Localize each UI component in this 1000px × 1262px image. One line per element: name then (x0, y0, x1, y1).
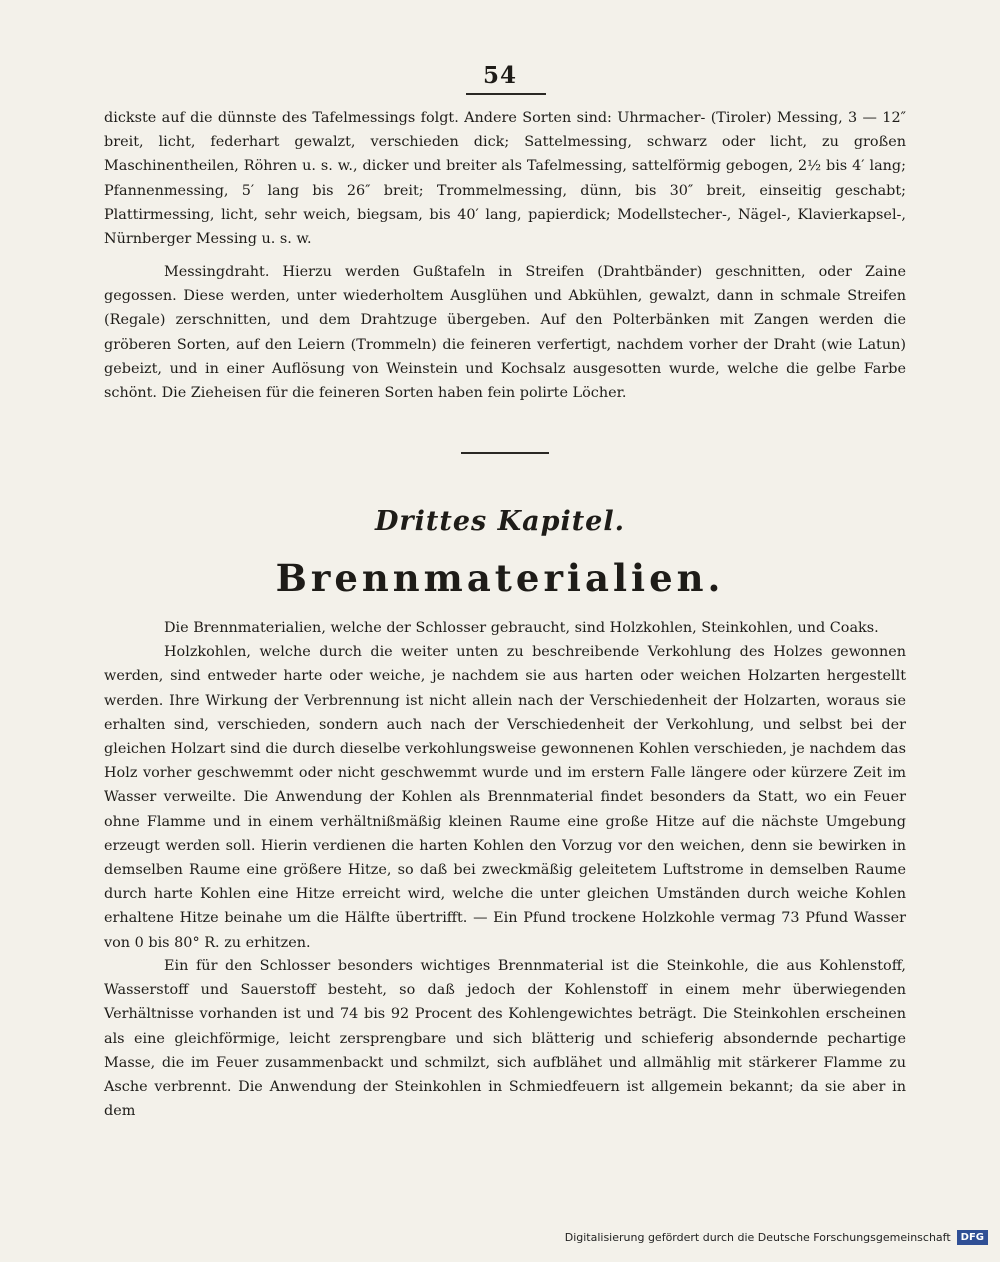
paragraph-fuel-intro: Die Brennmaterialien, welche der Schlosser gebraucht, sind Holzkohlen, Steinkohlen, und Coaks. (164, 620, 879, 636)
paragraph-brass-wire: Messingdraht. Hierzu werden Gußtafeln in Streifen (Drahtbänder) geschnitten, oder Zaine gegossen. Diese werden, unter wiederholtem Ausglühen und Abkühlen, gewalzt, dann in schmale Streifen (Regale) zerschnitten, und dem Drahtzuge übergeben. Auf den Polterbänken mit Zangen werden die gröberen Sorten, auf den Leiern (Trommeln) die feineren verfertigt, nachdem vorher der Draht (wie Latun) gebeizt, und in einer Auflösung von Weinstein und Kochsalz ausgesotten wurde, welche die gelbe Farbe schönt. Die Zieheisen für die feineren Sorten haben fein polirte Löcher. (104, 264, 906, 402)
paragraph-hard-coal: Ein für den Schlosser besonders wichtiges Brennmaterial ist die Steinkohle, die aus Kohlenstoff, Wasserstoff und Sauerstoff besteht, so daß jedoch der Kohlenstoff in einem mehr überwiegenden Verhältnisse vorhanden ist und 74 bis 92 Procent des Kohlengewichtes beträgt. Die Steinkohlen erscheinen als eine gleichförmige, leicht zersprengbare und sich blätterig und schieferig absondernde pechartige Masse, die im Feuer zusammenbackt und schmilzt, sich aufblähet und allmählig mit stärkerer Flamme zu Asche verbrennt. Die Anwendung der Steinkohlen in Schmiedfeuern ist allgemein bekannt; da sie aber in dem (104, 958, 906, 1120)
text-block-hard-coal (104, 954, 906, 1123)
footer-credit-text: Digitalisierung gefördert durch die Deutsche Forschungsgemeinschaft (564, 1231, 951, 1244)
chapter-heading: Drittes Kapitel. (374, 506, 626, 537)
dfg-logo-icon: DFG (957, 1230, 988, 1245)
section-divider (461, 452, 549, 454)
digitization-footer (565, 1230, 988, 1245)
text-block-brass-wire (104, 260, 906, 405)
text-block-brass-sorts (104, 106, 906, 251)
text-block-fuel-materials (104, 616, 906, 955)
page-number-rule (466, 93, 546, 95)
section-title: Brennmaterialien. (275, 556, 725, 600)
paragraph-charcoal: Holzkohlen, welche durch die weiter unten zu beschreibende Verkohlung des Holzes gewonnen werden, sind entweder harte oder weiche, je nachdem sie aus harten oder weichen Holzarten hergestellt werden. Ihre Wirkung der Verbrennung ist nicht allein nach der Verschiedenheit der Holzarten, woraus sie erhalten sind, verschieden, sondern auch nach der Verschiedenheit der Verkohlung, und selbst bei der gleichen Holzart sind die durch dieselbe verkohlungsweise gewonnenen Kohlen verschieden, je nachdem das Holz vorher geschwemmt oder nicht geschwemmt wurde und im erstern Falle längere oder kürzere Zeit im Wasser verweilte. Die Anwendung der Kohlen als Brennmaterial findet besonders da Statt, wo ein Feuer ohne Flamme und in einem verhältnißmäßig kleinen Raume eine große Hitze auf die nächste Umgebung erzeugt werden soll. Hierin verdienen die harten Kohlen den Vorzug vor den weichen, denn sie bewirken in demselben Raume eine größere Hitze, so daß bei zweckmäßig geleitetem Luftstrome in demselben Raume durch harte Kohlen eine Hitze erreicht wird, welche die unter gleichen Umständen durch weiche Kohlen erhaltene Hitze beinahe um die Hälfte übertrifft. — Ein Pfund trockene Holzkohle vermag 73 Pfund Wasser von 0 bis 80° R. zu erhitzen. (104, 644, 906, 951)
paragraph-brass-sorts: dickste auf die dünnste des Tafelmessings folgt. Andere Sorten sind: Uhrmacher- (Tiroler) Messing, 3 — 12″ breit, licht, federhart gewalzt, verschieden dick; Sattelmessing, schwarz oder licht, zu großen Maschinentheilen, Röhren u. s. w., dicker und breiter als Tafelmessing, sattelförmig gebogen, 2½ bis 4′ lang; Pfannenmessing, 5′ lang bis 26″ breit; Trommelmessing, dünn, bis 30″ breit, einseitig geschabt; Plattirmessing, licht, sehr weich, biegsam, bis 40′ lang, papierdick; Modellstecher-, Nägel-, Klavierkapsel-, Nürnberger Messing u. s. w. (104, 110, 906, 248)
page-number: 54 (482, 62, 517, 89)
